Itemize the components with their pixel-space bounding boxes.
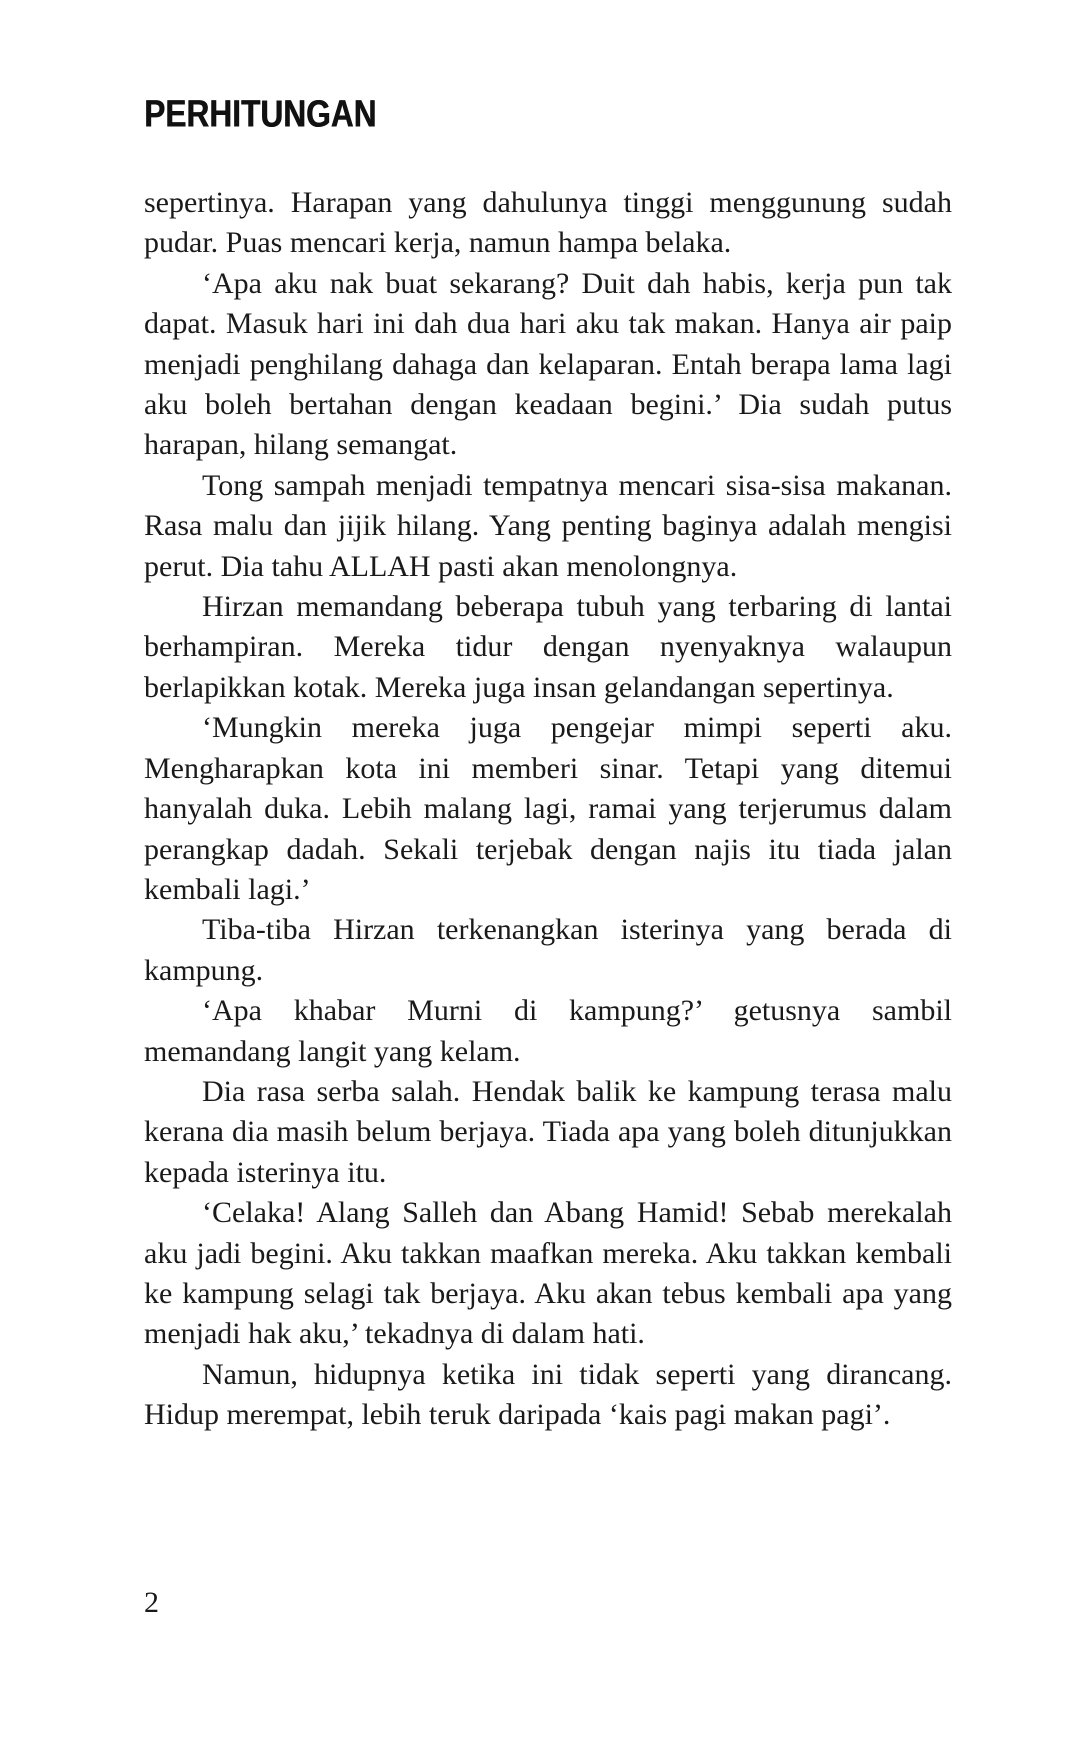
paragraph-8: Dia rasa serba salah. Hendak balik ke kampung terasa malu kerana dia masih belum berjaya. Tiada apa yang boleh ditunjukkan kepada isterinya itu. [144, 1074, 952, 1189]
paragraph-6: Tiba-tiba Hirzan terkenangkan isterinya yang berada di kampung. [144, 913, 952, 987]
paragraph-2: ‘Apa aku nak buat sekarang? Duit dah habis, kerja pun tak dapat. Masuk hari ini dah dua hari aku tak makan. Hanya air paip menjadi penghilang dahaga dan kelaparan. Entah berapa lama lagi aku boleh bertahan dengan keadaan begini.’ Dia sudah putus harapan, hilang semangat. [144, 266, 952, 462]
paragraph-10: Namun, hidupnya ketika ini tidak seperti yang dirancang. Hidup merempat, lebih teruk daripada ‘kais pagi makan pagi’. [144, 1357, 952, 1432]
paragraph-5: ‘Mungkin mereka juga pengejar mimpi seperti aku. Mengharapkan kota ini memberi sinar. Tetapi yang ditemui hanyalah duka. Lebih malang lagi, ramai yang terjerumus dalam perangkap dadah. Sekali terjebak dengan najis itu tiada jalan kembali lagi.’ [144, 711, 952, 906]
paragraph-7: ‘Apa khabar Murni di kampung?’ getusnya sambil memandang langit yang kelam. [144, 994, 952, 1068]
page-number: 2 [144, 1586, 159, 1619]
running-header-title: PERHITUNGAN [144, 92, 377, 136]
paragraph-1: sepertinya. Harapan yang dahulunya tinggi menggunung sudah pudar. Puas mencari kerja, namun hampa belaka. [144, 186, 952, 260]
paragraph-3: Tong sampah menjadi tempatnya mencari sisa-sisa makanan. Rasa malu dan jijik hilang. Yang penting baginya adalah mengisi perut. Dia tahu ALLAH pasti akan menolongnya. [144, 468, 952, 583]
paragraph-9: ‘Celaka! Alang Salleh dan Abang Hamid! Sebab merekalah aku jadi begini. Aku takkan maafkan mereka. Aku takkan kembali ke kampung selagi tak berjaya. Aku akan tebus kembali apa yang menjadi hak aku,’ tekadnya di dalam hati. [144, 1196, 952, 1351]
paragraph-4: Hirzan memandang beberapa tubuh yang terbaring di lantai berhampiran. Mereka tidur dengan nyenyaknya walaupun berlapikkan kotak. Mereka juga insan gelandangan sepertinya. [144, 590, 952, 704]
body-text [144, 183, 952, 1436]
